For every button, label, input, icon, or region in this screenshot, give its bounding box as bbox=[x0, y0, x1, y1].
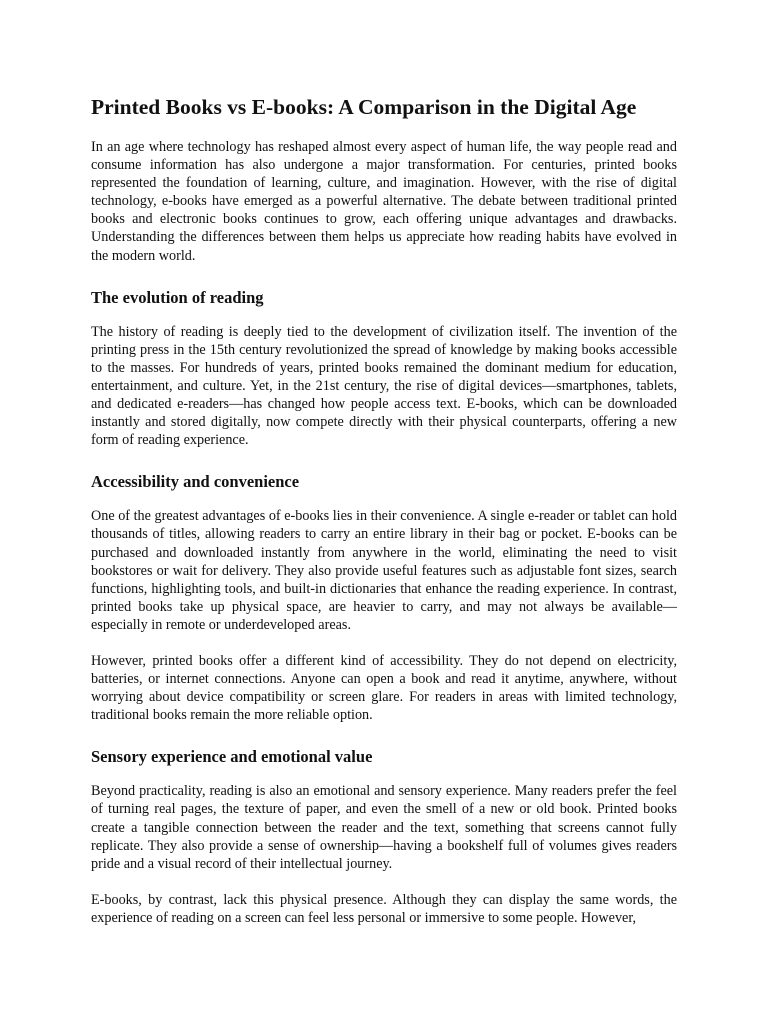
accessibility-paragraph-1: One of the greatest advantages of e-books lies in their convenience. A single e-reader or tablet can hold thousands of titles, allowing readers to carry an entire library in their bag or pocket. E-books can be purchased and downloaded instantly from anywhere in the world, eliminating the need to visit bookstores or wait for delivery. They also provide useful features such as adjustable font sizes, search functions, highlighting tools, and built-in dictionaries that enhance the reading experience. In contrast, printed books take up physical space, are heavier to carry, and may not always be available—especially in remote or underdeveloped areas. bbox=[91, 508, 677, 633]
sensory-paragraph-1: Beyond practicality, reading is also an emotional and sensory experience. Many readers prefer the feel of turning real pages, the texture of paper, and even the smell of a new or old book. Printed books create a tangible connection between the reader and the text, something that screens cannot fully replicate. They also provide a sense of ownership—having a bookshelf full of volumes gives readers pride and a visual record of their intellectual journey. bbox=[91, 783, 677, 872]
document-page bbox=[91, 92, 677, 927]
intro-paragraph: In an age where technology has reshaped almost every aspect of human life, the way people read and consume information has also undergone a major transformation. For centuries, printed books represented the foundation of learning, culture, and imagination. However, with the rise of digital technology, e-books have emerged as a powerful alternative. The debate between traditional printed books and electronic books continues to grow, each offering unique advantages and drawbacks. Understanding the differences between them helps us appreciate how reading habits have evolved in the modern world. bbox=[91, 139, 677, 264]
section-heading-sensory: Sensory experience and emotional value bbox=[91, 747, 373, 767]
evolution-paragraph-1: The history of reading is deeply tied to the development of civilization itself. The invention of the printing press in the 15th century revolutionized the spread of knowledge by making books accessible to the masses. For hundreds of years, printed books remained the dominant medium for education, entertainment, and culture. Yet, in the 21st century, the rise of digital devices—smartphones, tablets, and dedicated e-readers—has changed how people access text. E-books, which can be downloaded instantly and stored digitally, now compete directly with their physical counterparts, offering a new form of reading experience. bbox=[91, 323, 677, 449]
sensory-paragraph-2: E-books, by contrast, lack this physical presence. Although they can display the same words, the experience of reading on a screen can feel less personal or immersive to some people. However, bbox=[91, 891, 677, 926]
accessibility-paragraph-2: However, printed books offer a different kind of accessibility. They do not depend on electricity, batteries, or internet connections. Anyone can open a book and read it anytime, anywhere, without worrying about device compatibility or screen glare. For readers in areas with limited technology, traditional books remain the more reliable option. bbox=[91, 652, 677, 724]
section-heading-accessibility: Accessibility and convenience bbox=[91, 472, 300, 492]
section-heading-evolution: The evolution of reading bbox=[91, 287, 264, 307]
document-title: Printed Books vs E-books: A Comparison in the Digital Age bbox=[91, 95, 637, 119]
